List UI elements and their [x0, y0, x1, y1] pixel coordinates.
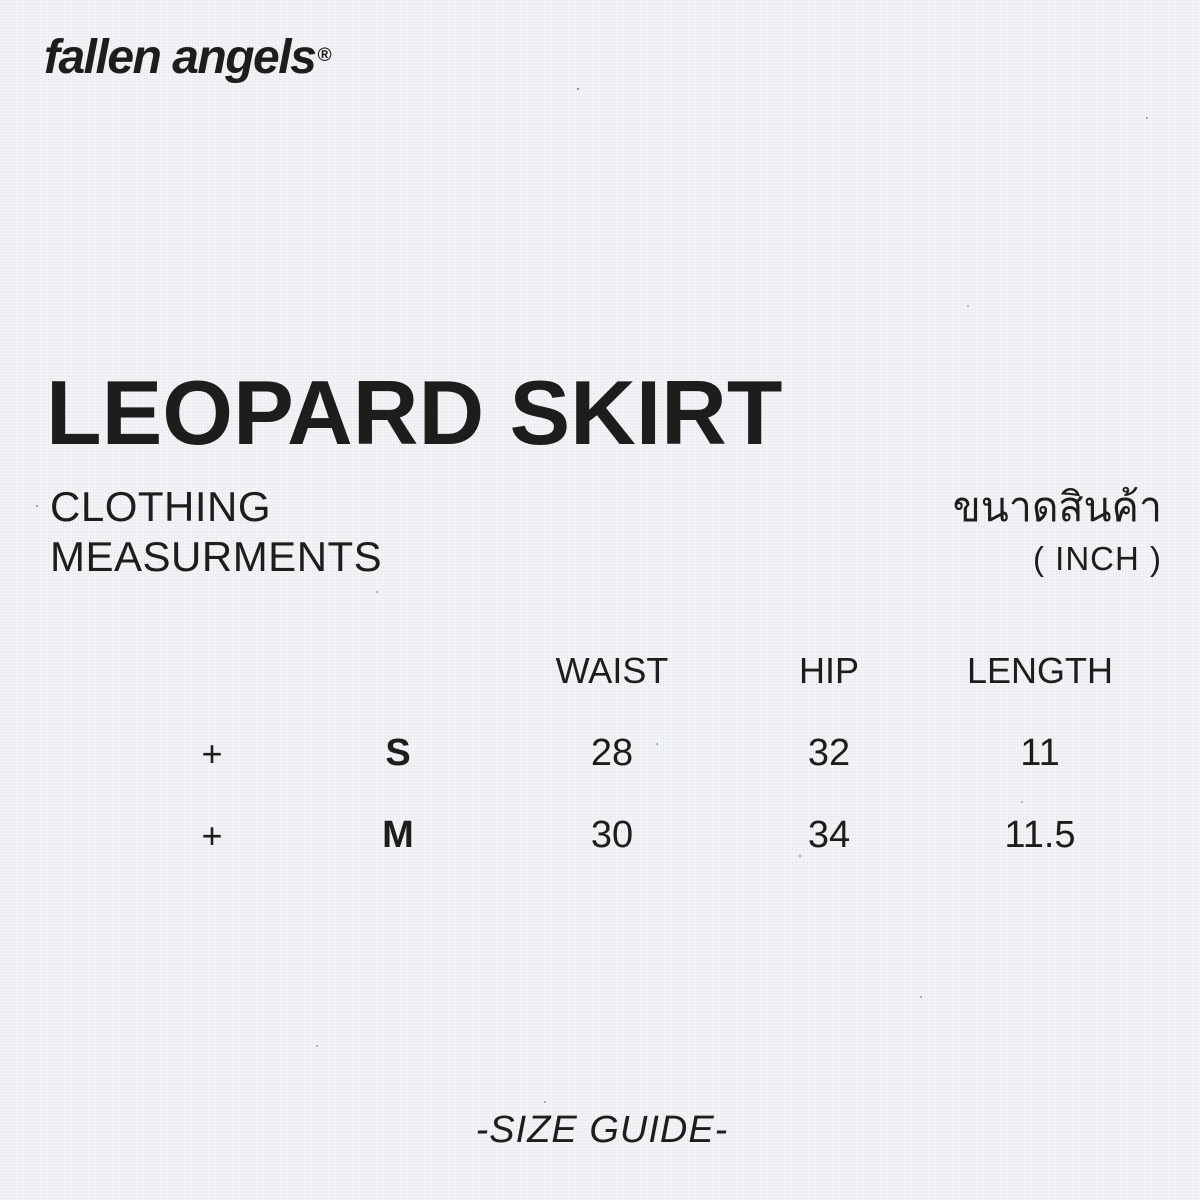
unit-label-inch: ( INCH ): [1033, 540, 1162, 577]
size-label-s: S: [385, 732, 411, 774]
unit-block: [953, 482, 1162, 578]
subtitle-line-2: MEASURMENTS: [50, 533, 383, 580]
length-value-m: 11.5: [1004, 814, 1076, 856]
column-header-hip: HIP: [798, 650, 860, 691]
brand-name: fallen angels: [44, 31, 316, 84]
plus-icon: +: [201, 733, 223, 774]
hip-value-m: 34: [807, 814, 851, 856]
product-title: LEOPARD SKIRT: [46, 363, 783, 464]
subtitle-line-1: CLOTHING: [50, 483, 272, 530]
size-guide-footer: -SIZE GUIDE-: [475, 1109, 729, 1151]
hip-value-s: 32: [807, 732, 851, 774]
unit-label-thai: ขนาดสินค้า: [952, 483, 1162, 531]
length-value-s: 11: [1020, 732, 1060, 774]
size-label-m: M: [382, 814, 414, 856]
waist-value-m: 30: [590, 814, 634, 856]
registered-trademark-icon: ®: [317, 45, 332, 67]
column-header-length: LENGTH: [966, 650, 1114, 691]
column-header-waist: WAIST: [555, 650, 669, 691]
plus-icon: +: [201, 815, 223, 856]
measurement-subtitle: [50, 482, 382, 582]
waist-value-s: 28: [590, 732, 634, 774]
brand-logo: [44, 31, 332, 84]
